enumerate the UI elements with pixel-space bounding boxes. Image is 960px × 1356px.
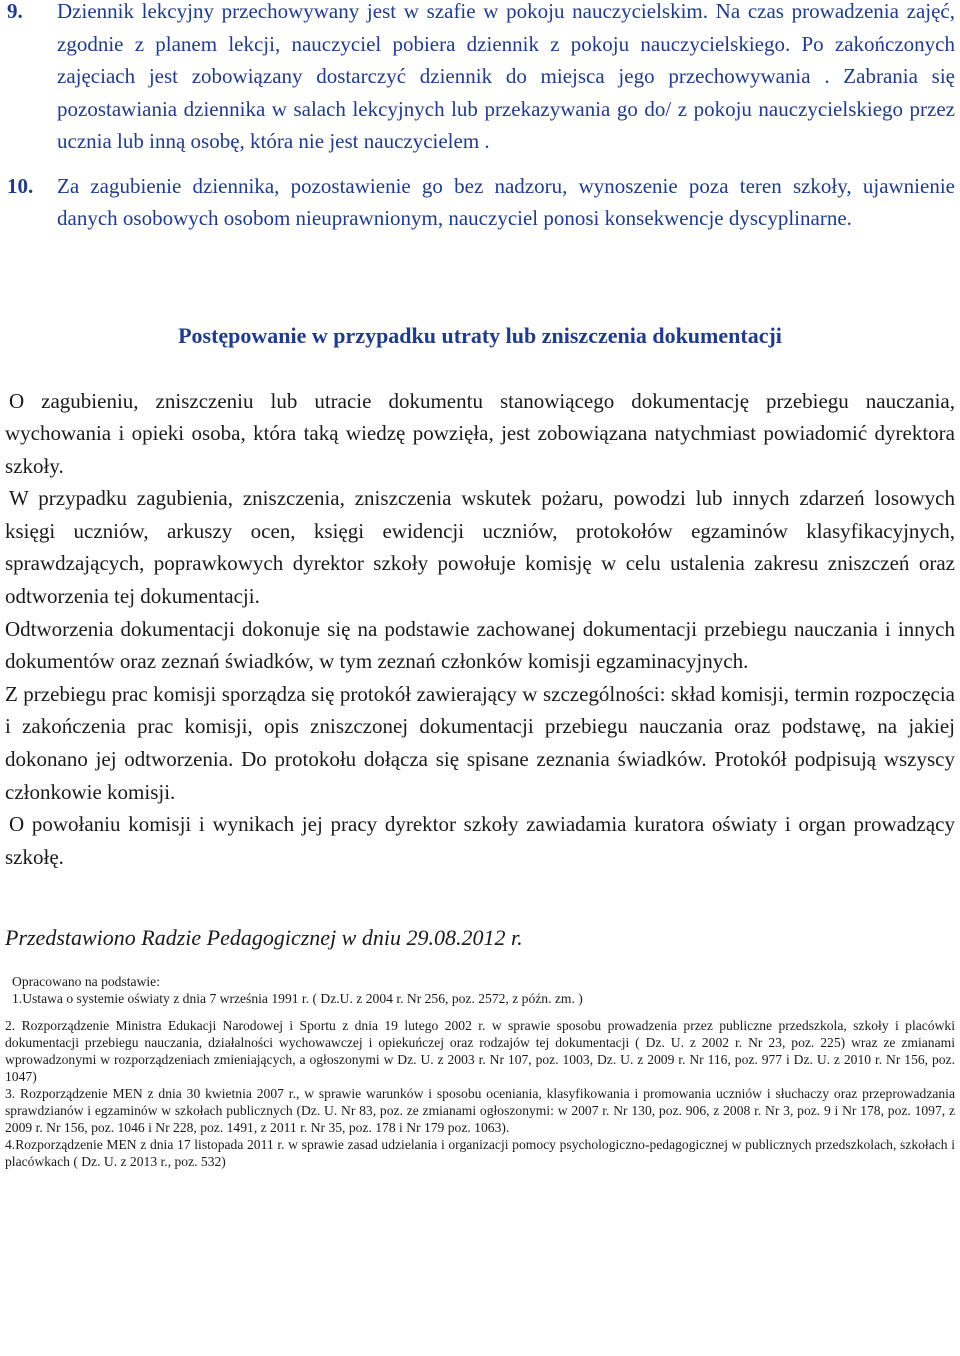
paragraph-commission: W przypadku zagubienia, zniszczenia, zniszczenia wskutek pożaru, powodzi lub innych zdarzeń losowych księgi uczniów, arkuszy ocen, księgi ewidencji uczniów, protokołów egzaminów klasyfikacyjnych, sprawdzających, poprawkowych dyrektor szkoły powołuje komisję w celu ustalenia zakresu zniszczeń oraz odtworzenia tej dokumentacji. xyxy=(5,486,955,609)
list-item-10 xyxy=(5,170,955,235)
paragraph-protocol: Z przebiegu prac komisji sporządza się protokół zawierający w szczególności: skład komisji, termin rozpoczęcia i zakończenia prac komisji, opis zniszczonej dokumentacji przebiegu nauczania oraz podstawę, na jakiej dokonano jej odtworzenia. Do protokołu dołącza się spisane zeznania świadków. Protokół podpisują wszyscy członkowie komisji. xyxy=(5,681,955,804)
reference-item: 4.Rozporządzenie MEN z dnia 17 listopada 2011 r. w sprawie zasad udzielania i organizacji pomocy psychologiczno-pedagogicznej w publicznych przedszkolach, szkołach i placówkach ( Dz. U. z 2013 r., poz. 532) xyxy=(5,1137,955,1170)
reference-item: 1.Ustawa o systemie oświaty z dnia 7 września 1991 r. ( Dz.U. z 2004 r. Nr 256, poz. 2572, z późn. zm. ) xyxy=(12,991,583,1007)
list-item-9 xyxy=(5,0,955,158)
reference-item: 2. Rozporządzenie Ministra Edukacji Narodowej i Sportu z dnia 19 lutego 2002 r. w sprawie sposobu prowadzenia przez publiczne przedszkola, szkoły i placówki dokumentacji przebiegu nauczania, działalności wychowawczej i opiekuńczej oraz rodzajów tej dokumentacji ( Dz. U. z 2002 r. Nr 23, poz. 225) wraz ze zmianami wprowadzonymi w rozporządzeniach zmieniających, a ogłoszonymi w Dz. U. z 2003 r. Nr 107, poz. 1003, Dz. U. z 2009 r. Nr 116, poz. 977 i Dz. U. z 2010 r. Nr 156, poz. 1047) xyxy=(5,1018,955,1085)
item-text: Dziennik lekcyjny przechowywany jest w szafie w pokoju nauczycielskim. Na czas prowadzenia zajęć, zgodnie z planem lekcji, nauczyciel pobiera dziennik z pokoju nauczycielskiego. Po zakończonych zajęciach jest zobowiązany dostarczyć dziennik do miejsca jego przechowywania . Zabrania się pozostawiania dziennika w salach lekcyjnych lub przekazywania go do/ z pokoju nauczycielskiego przez ucznia lub inną osobę, która nie jest nauczycielem . xyxy=(57,0,955,153)
presentation-note: Przedstawiono Radzie Pedagogicznej w dniu 29.08.2012 r. xyxy=(5,925,523,951)
item-text: Za zagubienie dziennika, pozostawienie go bez nadzoru, wynoszenie poza teren szkoły, ujawnienie danych osobowych osobom nieuprawnionym, nauczyciel ponosi konsekwencje dyscyplinarne. xyxy=(57,173,955,230)
reference-item: 3. Rozporządzenie MEN z dnia 30 kwietnia 2007 r., w sprawie warunków i sposobu oceniania, klasyfikowania i promowania uczniów i słuchaczy oraz przeprowadzania sprawdzianów i egzaminów w szkołach publicznych (Dz. U. Nr 83, poz. ze zmianami ogłoszonymi: w 2007 r. Nr 130, poz. 906, z 2008 r. Nr 3, poz. 9 i Nr 178, poz. 1097, z 2009 r. Nr 156, poz. 1046 i Nr 228, poz. 1491, z 2011 r. Nr 35, poz. 178 i Nr 179 poz. 1063). xyxy=(5,1086,955,1136)
document-page xyxy=(5,0,955,1170)
section-heading: Postępowanie w przypadku utraty lub zniszczenia dokumentacji xyxy=(178,322,782,348)
references-heading: Opracowano na podstawie: xyxy=(12,974,160,990)
item-number: 9. xyxy=(7,0,23,23)
item-number: 10. xyxy=(7,173,34,198)
paragraph-notification: O zagubieniu, zniszczeniu lub utracie dokumentu stanowiącego dokumentację przebiegu nauczania, wychowania i opieki osoba, która taką wiedzę powzięła, jest zobowiązana natychmiast powiadomić dyrektora szkoły. xyxy=(5,388,955,478)
paragraph-reconstruction: Odtworzenia dokumentacji dokonuje się na podstawie zachowanej dokumentacji przebiegu nauczania i innych dokumentów oraz zeznań świadków, w tym zeznań członków komisji egzaminacyjnych. xyxy=(5,616,955,674)
references-section xyxy=(5,973,955,1170)
paragraph-notify-curator: O powołaniu komisji i wynikach jej pracy dyrektor szkoły zawiadamia kuratora oświaty i organ prowadzący szkołę. xyxy=(5,812,955,869)
